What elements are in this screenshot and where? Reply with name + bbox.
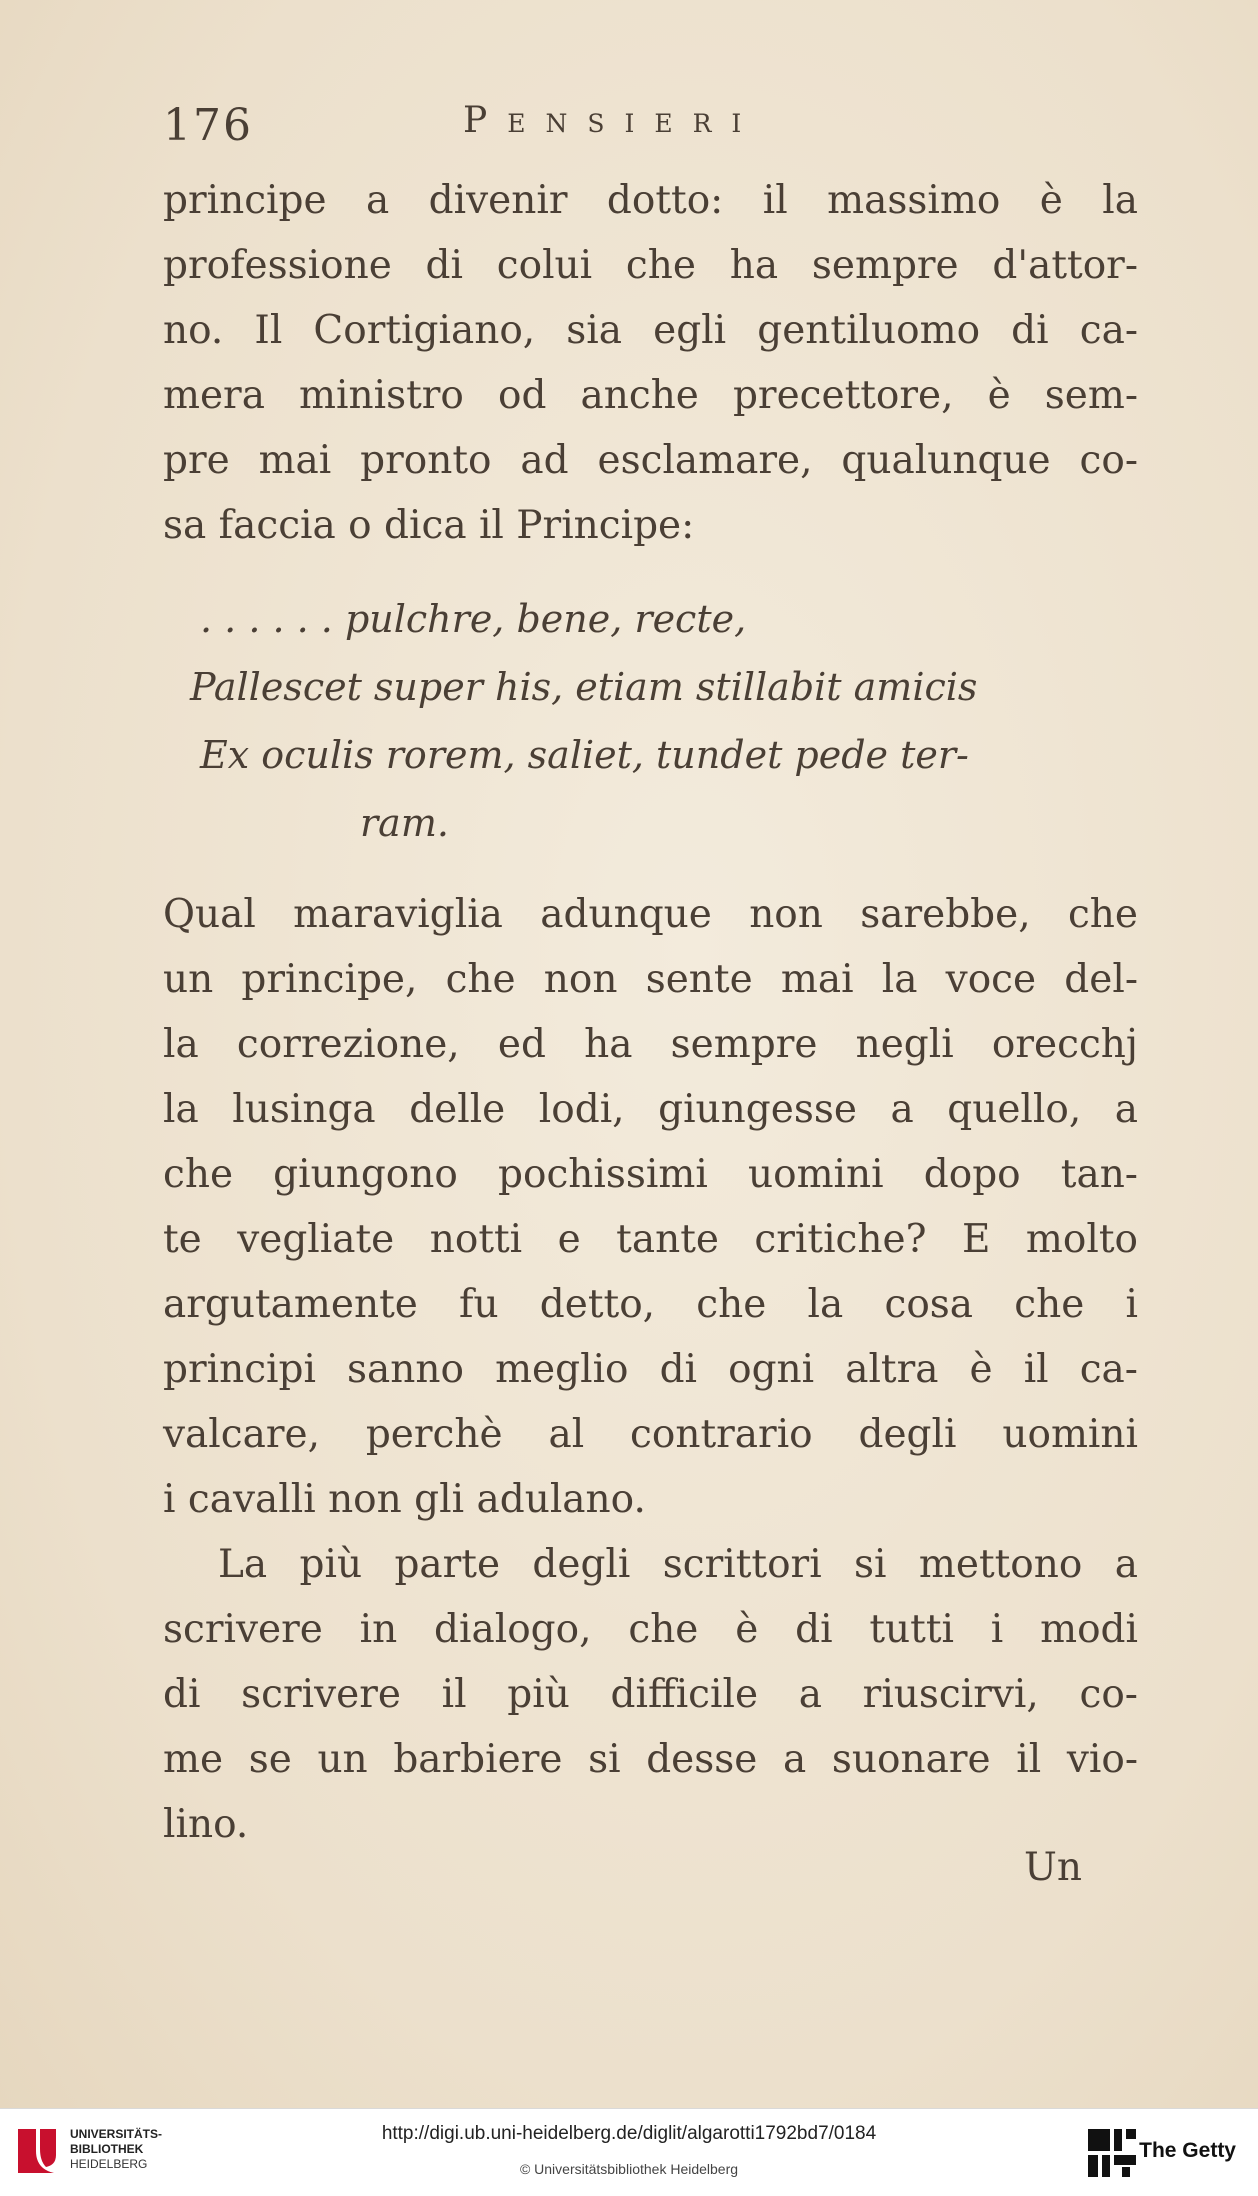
text-line: pre mai pronto ad esclamare, qualunque co- — [163, 438, 1138, 483]
paragraph-1 — [163, 168, 1138, 558]
page-number: 176 — [163, 100, 253, 151]
text-line: La più parte degli scrittori si mettono a — [218, 1542, 1138, 1587]
text-line: sa faccia o dica il Principe: — [163, 503, 695, 548]
text-line: un principe, che non sente mai la voce del- — [163, 957, 1138, 1002]
text-line: no. Il Cortigiano, sia egli gentiluomo di ca- — [163, 308, 1138, 353]
text-line: la correzione, ed ha sempre negli orecchj — [163, 1022, 1138, 1067]
text-line: scrivere in dialogo, che è di tutti i modi — [163, 1607, 1138, 1652]
text-line: lino. — [163, 1802, 249, 1847]
getty-logo-icon[interactable] — [1086, 2127, 1138, 2179]
verse-line: Ex oculis rorem, saliet, tundet pede ter- — [200, 733, 969, 777]
text-line: me se un barbiere si desse a suonare il vio- — [163, 1737, 1138, 1782]
text-line: la lusinga delle lodi, giungesse a quello, a — [163, 1087, 1138, 1132]
library-name: UNIVERSITÄTS- BIBLIOTHEK HEIDELBERG — [70, 2127, 163, 2171]
text-line: principi sanno meglio di ogni altra è il ca- — [163, 1347, 1138, 1392]
getty-partner-label: The Getty — [1139, 2139, 1236, 2162]
running-title: Pensieri — [463, 100, 762, 141]
text-line: mera ministro od anche precettore, è sem- — [163, 373, 1138, 418]
text-line: Qual maraviglia adunque non sarebbe, che — [163, 892, 1138, 937]
running-head — [163, 100, 1138, 150]
text-line: valcare, perchè al contrario degli uomini — [163, 1412, 1138, 1457]
catchword: Un — [1024, 1845, 1082, 1890]
latin-verse-quotation — [190, 585, 1150, 857]
text-line: professione di colui che ha sempre d'attor- — [163, 243, 1138, 288]
text-line: che giungono pochissimi uomini dopo tan- — [163, 1152, 1138, 1197]
verse-line: Pallescet super his, etiam stillabit amicis — [190, 665, 978, 709]
copyright-notice: © Universitätsbibliothek Heidelberg — [519, 2161, 739, 2177]
verse-line: ram. — [360, 801, 449, 845]
text-line: principe a divenir dotto: il massimo è la — [163, 178, 1138, 223]
text-line: argutamente fu detto, che la cosa che i — [163, 1282, 1138, 1327]
text-line: i cavalli non gli adulano. — [163, 1477, 646, 1522]
paragraph-3 — [163, 1532, 1138, 1857]
footer-bar — [0, 2108, 1258, 2196]
verse-line: . . . . . . pulchre, bene, recte, — [200, 597, 747, 641]
text-line: te vegliate notti e tante critiche? E molto — [163, 1217, 1138, 1262]
paragraph-2 — [163, 882, 1138, 1532]
text-line: di scrivere il più difficile a riuscirvi, co- — [163, 1672, 1138, 1717]
permalink-url[interactable]: http://digi.ub.uni-heidelberg.de/diglit/algarotti1792bd7/0184 — [381, 2123, 877, 2144]
